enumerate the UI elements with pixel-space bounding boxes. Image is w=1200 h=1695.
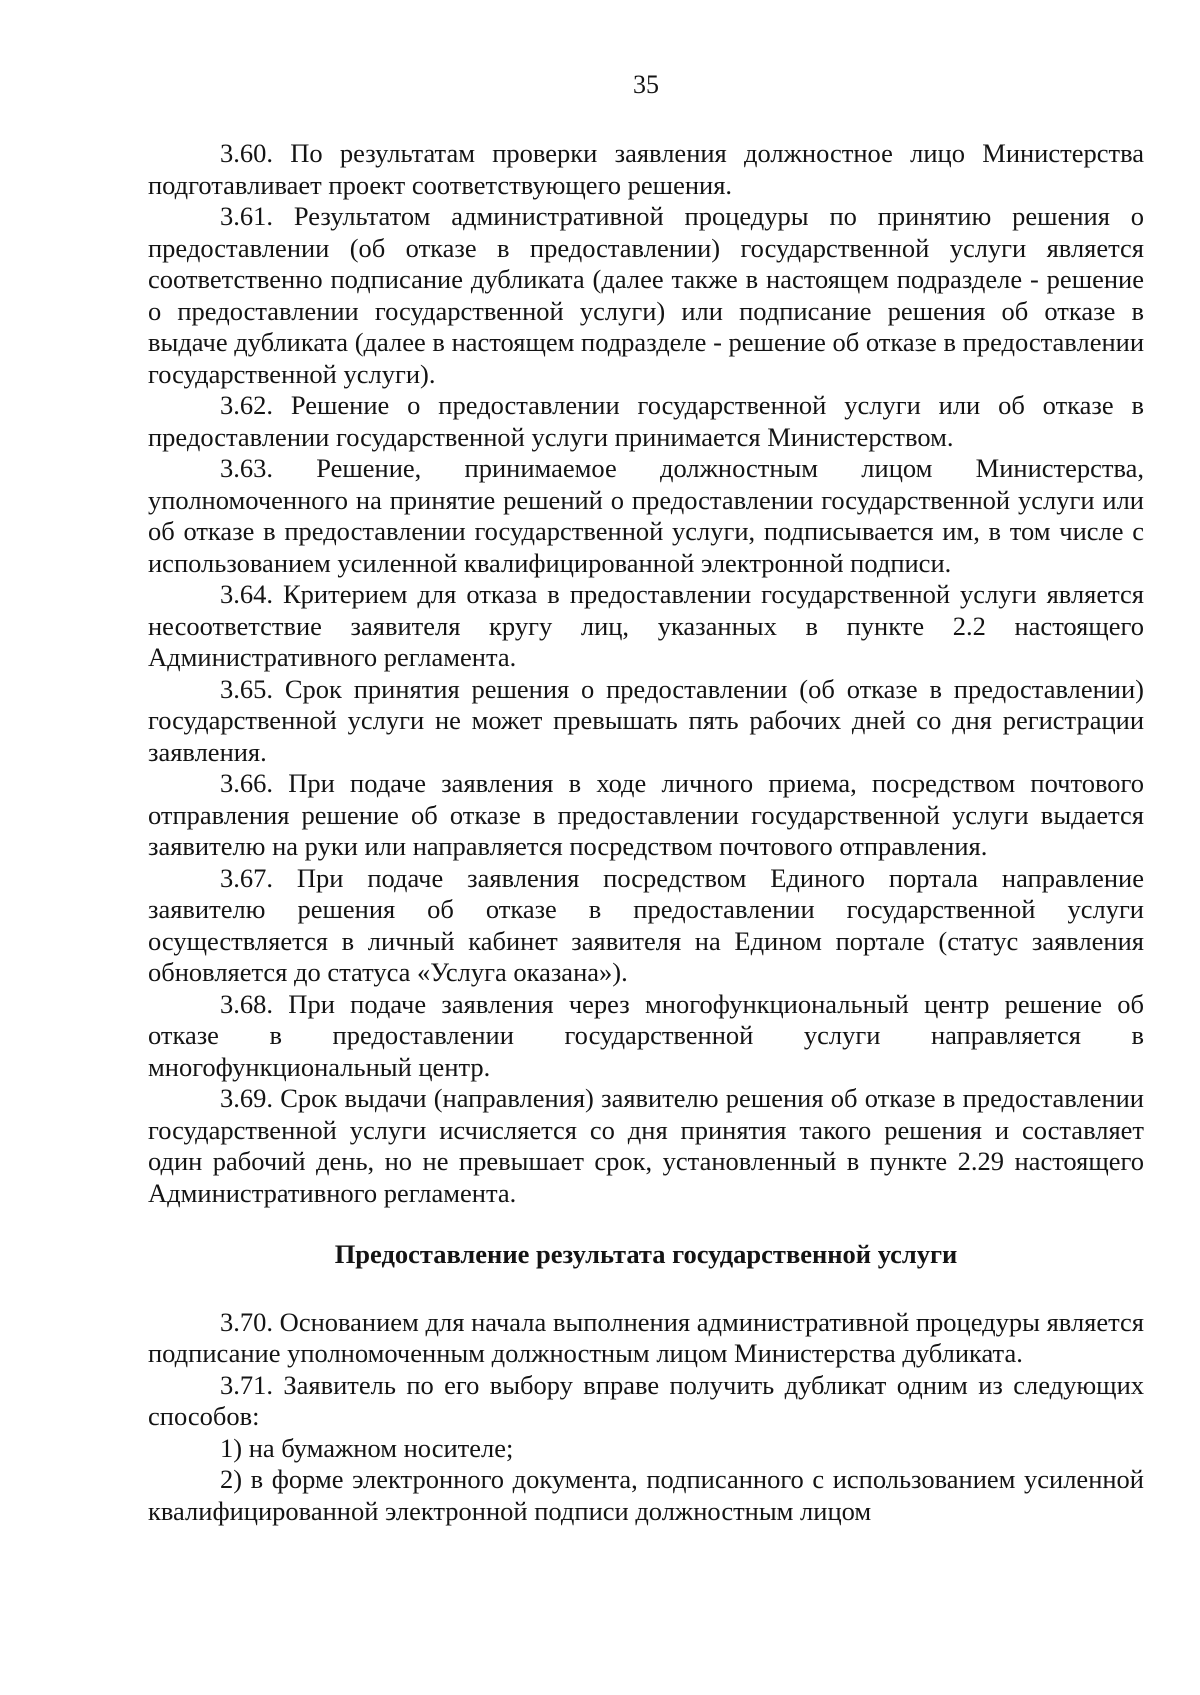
page-number: 35 xyxy=(633,70,659,99)
paragraph-3-64: 3.64. Критерием для отказа в предоставлении государственной услуги является несоответствие заявителя кругу лиц, указанных в пункте 2.2 настоящего Административного регламента. xyxy=(148,579,1144,672)
paragraph-3-60: 3.60. По результатам проверки заявления должностное лицо Министерства подготавливает проект соответствующего решения. xyxy=(148,138,1144,200)
paragraph-3-69: 3.69. Срок выдачи (направления) заявителю решения об отказе в предоставлении государственной услуги исчисляется со дня принятия такого решения и составляет один рабочий день, но не превышает срок, установленный в пункте 2.29 настоящего Административного регламента. xyxy=(148,1083,1144,1208)
paragraph-3-65: 3.65. Срок принятия решения о предоставлении (об отказе в предоставлении) государственной услуги не может превышать пять рабочих дней со дня регистрации заявления. xyxy=(148,673,1144,767)
section-heading: Предоставление результата государственной услуги xyxy=(334,1239,958,1269)
list-item-1: 1) на бумажном носителе; xyxy=(220,1432,514,1463)
document-page xyxy=(148,70,1144,1527)
paragraph-3-67: 3.67. При подаче заявления посредством Единого портала направление заявителю решения об отказе в предоставлении государственной услуги осуществляется в личный кабинет заявителя на Едином портале (статус заявления обновляется до статуса «Услуга оказана»). xyxy=(148,862,1144,987)
paragraph-3-66: 3.66. При подаче заявления в ходе личного приема, посредством почтового отправления решение об отказе в предоставлении государственной услуги выдается заявителю на руки или направляется посредством почтового отправления. xyxy=(148,768,1144,861)
paragraph-3-61: 3.61. Результатом административной процедуры по принятию решения о предоставлении (об отказе в предоставлении) государственной услуги является соответственно подписание дубликата (далее также в настоящем подразделе - решение о предоставлении государственной услуги) или подписание решения об отказе в выдаче дубликата (далее в настоящем подразделе - решение об отказе в предоставлении государственной услуги). xyxy=(148,201,1144,389)
paragraph-3-62: 3.62. Решение о предоставлении государственной услуги или об отказе в предоставлении государственной услуги принимается Министерством. xyxy=(148,390,1144,452)
paragraph-3-68: 3.68. При подаче заявления через многофункциональный центр решение об отказе в предоставлении государственной услуги направляется в многофункциональный центр. xyxy=(148,988,1144,1082)
paragraph-3-63: 3.63. Решение, принимаемое должностным лицом Министерства, уполномоченного на принятие решений о предоставлении государственной услуги или об отказе в предоставлении государственной услуги, подписывается им, в том числе с использованием усиленной квалифицированной электронной подписи. xyxy=(148,453,1144,578)
paragraph-3-71: 3.71. Заявитель по его выбору вправе получить дубликат одним из следующих способов: xyxy=(148,1369,1144,1431)
paragraph-3-70: 3.70. Основанием для начала выполнения административной процедуры является подписание уполномоченным должностным лицом Министерства дубликата. xyxy=(148,1306,1144,1368)
list-item-2: 2) в форме электронного документа, подписанного с использованием усиленной квалифицированной электронной подписи должностным лицом xyxy=(148,1464,1144,1526)
